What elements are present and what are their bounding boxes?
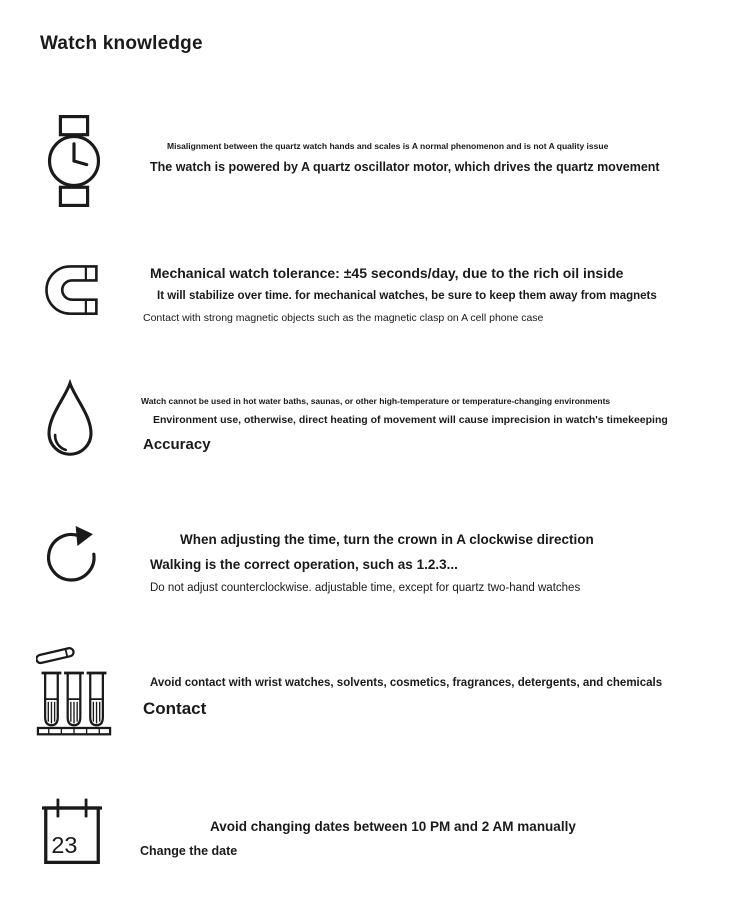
info-line: Avoid contact with wrist watches, solvents, cosmetics, fragrances, detergents, and chemicals	[150, 677, 663, 689]
info-line: Change the date	[140, 843, 238, 858]
section-magnetism	[40, 262, 742, 333]
clockwise-rotation-icon	[42, 523, 102, 589]
water-drop-icon	[42, 378, 98, 464]
info-line: Environment use, otherwise, direct heating of movement will cause imprecision in watch's timekeeping	[153, 414, 668, 427]
info-line: The watch is powered by A quartz oscillator motor, which drives the quartz movement	[150, 160, 660, 175]
page-title: Watch knowledge	[40, 33, 203, 54]
section-time-adjustment	[40, 523, 742, 603]
info-heading: Accuracy	[143, 436, 211, 454]
info-heading: Contact	[143, 699, 207, 719]
info-line: Misalignment between the quartz watch hands and scales is A normal phenomenon and is not A quality issue	[167, 141, 609, 151]
section-date-change	[40, 793, 742, 866]
info-line: Walking is the correct operation, such as 1.2.3...	[150, 556, 458, 572]
magnet-icon	[42, 262, 100, 318]
info-line: Watch cannot be used in hot water baths, saunas, or other high-temperature or temperature-changing environments	[141, 396, 611, 406]
section-quartz-movement	[40, 113, 742, 183]
info-line: When adjusting the time, turn the crown in A clockwise direction	[180, 532, 594, 547]
info-line: Contact with strong magnetic objects such as the magnetic clasp on A cell phone case	[143, 311, 544, 324]
section-chemicals	[40, 645, 742, 728]
wristwatch-icon	[45, 113, 103, 209]
info-line: Avoid changing dates between 10 PM and 2 AM manually	[210, 819, 576, 834]
info-line: It will stabilize over time. for mechanical watches, be sure to keep them away from magnets	[157, 290, 657, 303]
info-line: Do not adjust counterclockwise. adjustable time, except for quartz two-hand watches	[150, 581, 581, 594]
calendar-icon	[40, 793, 104, 868]
info-line: Mechanical watch tolerance: ±45 seconds/day, due to the rich oil inside	[150, 265, 624, 281]
calendar-day-number: 23	[51, 832, 78, 858]
section-temperature	[40, 378, 742, 462]
test-tubes-icon	[36, 645, 112, 737]
